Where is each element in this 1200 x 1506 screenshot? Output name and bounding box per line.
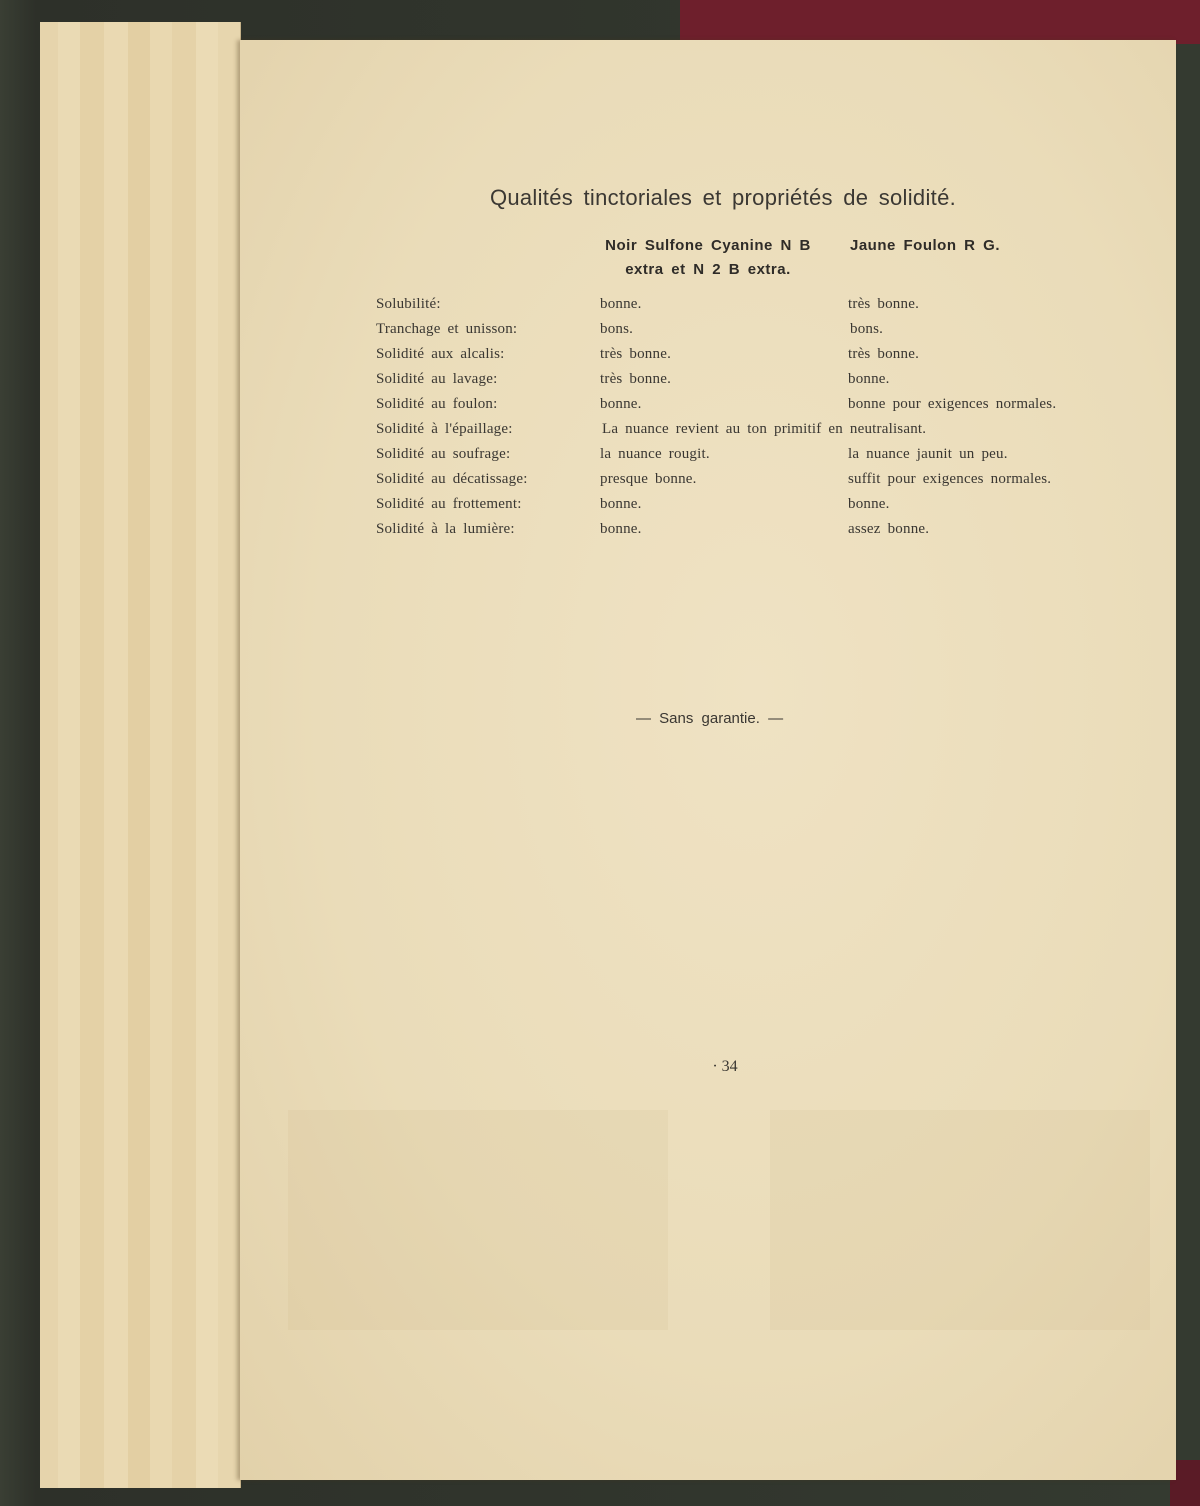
row-value-col1: bonne. xyxy=(600,396,642,412)
table-row xyxy=(376,417,1096,442)
page-stack-edge xyxy=(218,22,241,1488)
row-label: Tranchage et unisson: xyxy=(376,321,518,337)
table-row xyxy=(376,392,1096,417)
row-value-col1: la nuance rougit. xyxy=(600,446,710,462)
table-row xyxy=(376,467,1096,492)
row-value-col2: la nuance jaunit un peu. xyxy=(848,446,1008,462)
row-value-col2: assez bonne. xyxy=(848,521,930,537)
row-label: Solubilité: xyxy=(376,296,441,312)
row-label: Solidité au frottement: xyxy=(376,496,522,512)
table-row xyxy=(376,367,1096,392)
row-value-col1: bonne. xyxy=(600,521,642,537)
page-title: Qualités tinctoriales et propriétés de solidité. xyxy=(489,185,957,210)
disclaimer-note: — Sans garantie. — xyxy=(636,710,784,727)
page-number: · 34 xyxy=(712,1058,738,1075)
row-value-col1: bonne. xyxy=(600,496,642,512)
row-value-col2: bonne. xyxy=(848,496,890,512)
table-row xyxy=(376,492,1096,517)
table-row xyxy=(376,517,1096,542)
row-value-col2: très bonne. xyxy=(848,296,920,312)
row-value-col1: presque bonne. xyxy=(600,471,697,487)
row-value-spanning: La nuance revient au ton primitif en neutralisant. xyxy=(602,421,927,437)
row-value-col1: très bonne. xyxy=(600,346,672,362)
book-cover-spine-red xyxy=(680,0,1200,44)
row-label: Solidité à l'épaillage: xyxy=(376,421,513,437)
row-value-col2: très bonne. xyxy=(848,346,920,362)
row-value-col2: bonne pour exigences normales. xyxy=(848,396,1057,412)
show-through-stain xyxy=(770,1110,1150,1330)
row-value-col2: bonne. xyxy=(848,371,890,387)
table-row xyxy=(376,317,1096,342)
row-value-col2: bons. xyxy=(850,321,884,337)
row-value-col1: très bonne. xyxy=(600,371,672,387)
table-row xyxy=(376,442,1096,467)
row-label: Solidité au lavage: xyxy=(376,371,498,387)
table-row xyxy=(376,342,1096,367)
row-value-col1: bonne. xyxy=(600,296,642,312)
show-through-stain xyxy=(288,1110,668,1330)
row-label: Solidité au soufrage: xyxy=(376,446,511,462)
row-value-col1: bons. xyxy=(600,321,634,337)
row-label: Solidité au foulon: xyxy=(376,396,498,412)
row-value-col2: suffit pour exigences normales. xyxy=(848,471,1052,487)
row-label: Solidité à la lumière: xyxy=(376,521,515,537)
column-header-jaune-foulon: Jaune Foulon R G. xyxy=(849,237,1000,254)
table-row xyxy=(376,292,1096,317)
row-label: Solidité au décatissage: xyxy=(376,471,528,487)
row-label: Solidité aux alcalis: xyxy=(376,346,505,362)
column-header-noir-sulfone: Noir Sulfone Cyanine N B extra et N 2 B extra. xyxy=(605,237,811,278)
